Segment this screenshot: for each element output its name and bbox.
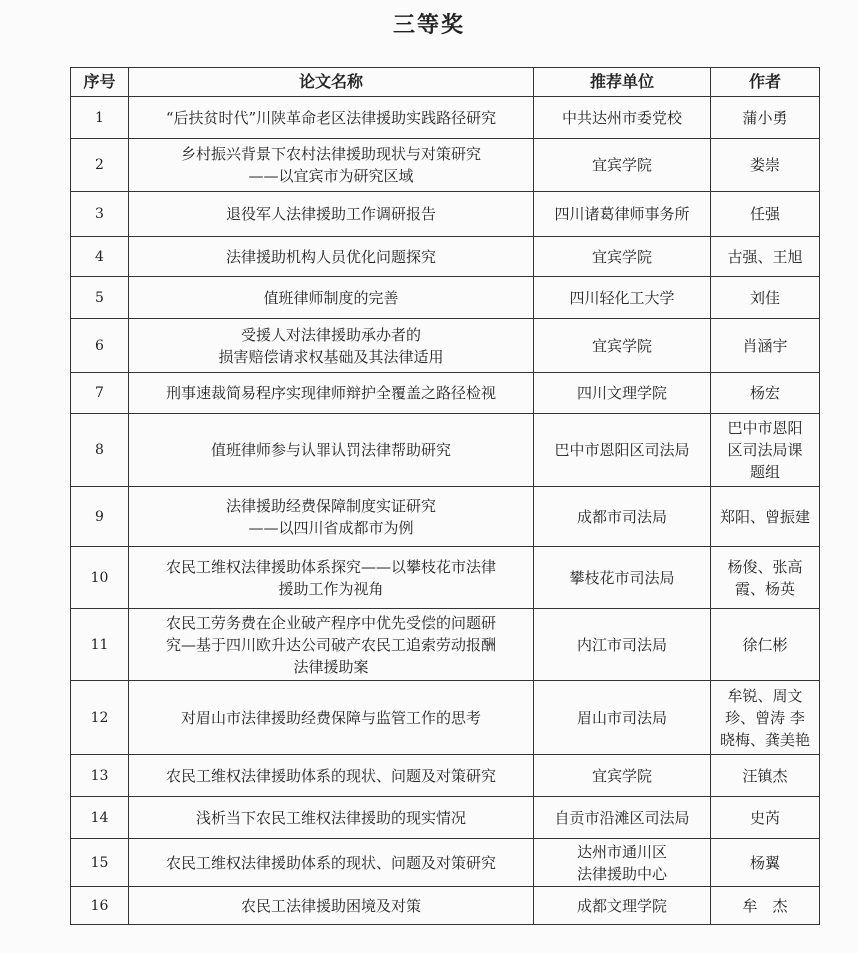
- recommending-unit-line: 眉山市司法局: [576, 708, 667, 727]
- recommending-unit-line: 成都市司法局: [576, 507, 667, 526]
- author-line: 肖涵宇: [742, 336, 788, 355]
- recommending-unit-line: 达州市通川区: [576, 842, 667, 861]
- paper-title-line: 法律援助案: [293, 657, 369, 676]
- author-line: 霞、杨英: [734, 579, 795, 598]
- author-line: 娄崇: [749, 156, 780, 174]
- table-row: [71, 97, 820, 139]
- recommending-unit-line: 宜宾学院: [591, 247, 652, 266]
- recommending-unit-line: 四川轻化工大学: [569, 288, 675, 307]
- row-number: 4: [71, 237, 129, 277]
- row-number: 5: [71, 277, 129, 319]
- row-number: 8: [71, 414, 129, 487]
- paper-title-line: 援助工作为视角: [278, 579, 384, 598]
- table-row: [71, 237, 820, 277]
- recommending-unit-line: 宜宾学院: [591, 156, 652, 174]
- row-number: 9: [71, 487, 129, 547]
- table-row: [71, 277, 820, 319]
- paper-title: [129, 373, 534, 414]
- header-recommending-unit: 推荐单位: [534, 68, 711, 97]
- header-author: 作者: [711, 68, 820, 97]
- recommending-unit-line: 中共达州市委党校: [561, 108, 682, 127]
- paper-title-line: 农民工法律援助困境及对策: [240, 896, 421, 915]
- row-number: 2: [71, 139, 129, 192]
- paper-title-line: 农民工维权法律援助体系探究——以攀枝花市法律: [165, 557, 496, 576]
- recommending-unit: [534, 237, 711, 277]
- recommending-unit: [534, 681, 711, 755]
- paper-title: [129, 681, 534, 755]
- paper-title: [129, 192, 534, 237]
- author-line: 牟 杰: [742, 896, 788, 915]
- paper-title-line: 农民工维权法律援助体系的现状、问题及对策研究: [165, 853, 496, 872]
- paper-title: [129, 609, 534, 681]
- row-number: 1: [71, 97, 129, 139]
- author: [711, 487, 820, 547]
- author-line: 区司法局课: [727, 441, 803, 459]
- paper-title-line: “后扶贫时代”川陕革命老区法律援助实践路径研究: [165, 108, 497, 127]
- table-row: [71, 319, 820, 373]
- paper-title-line: 刑事速裁简易程序实现律师辩护全覆盖之路径检视: [165, 384, 496, 402]
- paper-title-line: 值班律师参与认罪认罚法律帮助研究: [210, 441, 451, 459]
- author-line: 刘佳: [749, 288, 780, 307]
- recommending-unit: [534, 887, 711, 925]
- row-number: 3: [71, 192, 129, 237]
- table-row: [71, 487, 820, 547]
- paper-title-line: 值班律师制度的完善: [263, 288, 399, 307]
- author: [711, 414, 820, 487]
- author: [711, 277, 820, 319]
- author-line: 古强、王旭: [727, 247, 803, 266]
- paper-title: [129, 797, 534, 839]
- paper-title: [129, 237, 534, 277]
- paper-title-line: 退役军人法律援助工作调研报告: [225, 205, 436, 223]
- recommending-unit: [534, 839, 711, 887]
- paper-title-line: ——以宜宾市为研究区域: [248, 167, 414, 185]
- table-row: [71, 139, 820, 192]
- row-number: 6: [71, 319, 129, 373]
- author: [711, 887, 820, 925]
- recommending-unit: [534, 414, 711, 487]
- author-line: 蒲小勇: [742, 108, 788, 127]
- row-number: 14: [71, 797, 129, 839]
- recommending-unit-line: 四川诸葛律师事务所: [554, 205, 690, 223]
- recommending-unit-line: 法律援助中心: [576, 864, 667, 883]
- paper-title-line: 农民工维权法律援助体系的现状、问题及对策研究: [165, 766, 496, 785]
- row-number: 16: [71, 887, 129, 925]
- paper-title: [129, 319, 534, 373]
- author: [711, 192, 820, 237]
- recommending-unit: [534, 755, 711, 797]
- author: [711, 839, 820, 887]
- page-title: 三等奖: [392, 12, 465, 38]
- author: [711, 797, 820, 839]
- table-row: [71, 414, 820, 487]
- author-line: 任强: [749, 205, 780, 223]
- author-line: 杨俊、张高: [727, 557, 803, 576]
- row-number: 13: [71, 755, 129, 797]
- paper-title-line: ——以四川省成都市为例: [248, 518, 414, 537]
- paper-title-line: 损害赔偿请求权基础及其法律适用: [218, 347, 444, 366]
- recommending-unit: [534, 609, 711, 681]
- recommending-unit: [534, 139, 711, 192]
- paper-title-line: 对眉山市法律援助经费保障与监管工作的思考: [180, 708, 481, 727]
- recommending-unit: [534, 373, 711, 414]
- author-line: 牟锐、周文: [727, 686, 803, 705]
- paper-title-line: 法律援助经费保障制度实证研究: [225, 496, 436, 515]
- paper-title: [129, 139, 534, 192]
- paper-title: [129, 487, 534, 547]
- paper-title: [129, 887, 534, 925]
- author: [711, 609, 820, 681]
- recommending-unit-line: 自贡市沿滩区司法局: [554, 808, 690, 827]
- recommending-unit: [534, 277, 711, 319]
- recommending-unit-line: 巴中市恩阳区司法局: [554, 441, 690, 459]
- table-row: [71, 373, 820, 414]
- recommending-unit: [534, 97, 711, 139]
- row-number: 15: [71, 839, 129, 887]
- paper-title-line: 受援人对法律援助承办者的: [240, 325, 421, 344]
- recommending-unit-line: 内江市司法局: [576, 635, 667, 654]
- paper-title: [129, 839, 534, 887]
- paper-title: [129, 97, 534, 139]
- award-table: [70, 67, 820, 925]
- table-row: [71, 547, 820, 609]
- table-row: [71, 681, 820, 755]
- row-number: 12: [71, 681, 129, 755]
- paper-title-line: 究—基于四川欧升达公司破产农民工追索劳动报酬: [165, 635, 496, 654]
- author-line: 题组: [749, 463, 780, 481]
- author: [711, 755, 820, 797]
- recommending-unit: [534, 547, 711, 609]
- recommending-unit-line: 宜宾学院: [591, 336, 652, 355]
- author: [711, 237, 820, 277]
- paper-title: [129, 755, 534, 797]
- author: [711, 139, 820, 192]
- table-header-row: [71, 68, 820, 97]
- author-line: 杨翼: [749, 853, 780, 872]
- recommending-unit: [534, 797, 711, 839]
- recommending-unit: [534, 192, 711, 237]
- row-number: 7: [71, 373, 129, 414]
- author: [711, 373, 820, 414]
- table-row: [71, 192, 820, 237]
- table-row: [71, 797, 820, 839]
- author: [711, 547, 820, 609]
- author-line: 巴中市恩阳: [727, 419, 803, 437]
- table-row: [71, 609, 820, 681]
- recommending-unit: [534, 319, 711, 373]
- recommending-unit-line: 成都文理学院: [576, 896, 667, 915]
- table-row: [71, 839, 820, 887]
- author: [711, 319, 820, 373]
- author: [711, 97, 820, 139]
- author-line: 珍、曾涛 李: [725, 708, 805, 727]
- header-paper-title: 论文名称: [129, 68, 534, 97]
- paper-title: [129, 414, 534, 487]
- paper-title: [129, 277, 534, 319]
- recommending-unit-line: 宜宾学院: [591, 766, 652, 785]
- paper-title-line: 乡村振兴背景下农村法律援助现状与对策研究: [180, 145, 481, 163]
- author-line: 晓梅、龚美艳: [719, 730, 810, 749]
- author-line: 郑阳、曾振建: [719, 507, 810, 526]
- author-line: 徐仁彬: [742, 635, 788, 654]
- author-line: 汪镇杰: [742, 766, 788, 785]
- header-number: 序号: [71, 68, 129, 97]
- author-line: 史芮: [749, 808, 780, 827]
- row-number: 10: [71, 547, 129, 609]
- paper-title-line: 农民工劳务费在企业破产程序中优先受偿的问题研: [165, 613, 496, 632]
- table-row: [71, 887, 820, 925]
- recommending-unit: [534, 487, 711, 547]
- recommending-unit-line: 四川文理学院: [576, 384, 667, 402]
- table-row: [71, 755, 820, 797]
- paper-title: [129, 547, 534, 609]
- author-line: 杨宏: [749, 384, 780, 402]
- row-number: 11: [71, 609, 129, 681]
- author: [711, 681, 820, 755]
- paper-title-line: 法律援助机构人员优化问题探究: [225, 247, 436, 266]
- recommending-unit-line: 攀枝花市司法局: [569, 568, 675, 587]
- paper-title-line: 浅析当下农民工维权法律援助的现实情况: [195, 808, 466, 827]
